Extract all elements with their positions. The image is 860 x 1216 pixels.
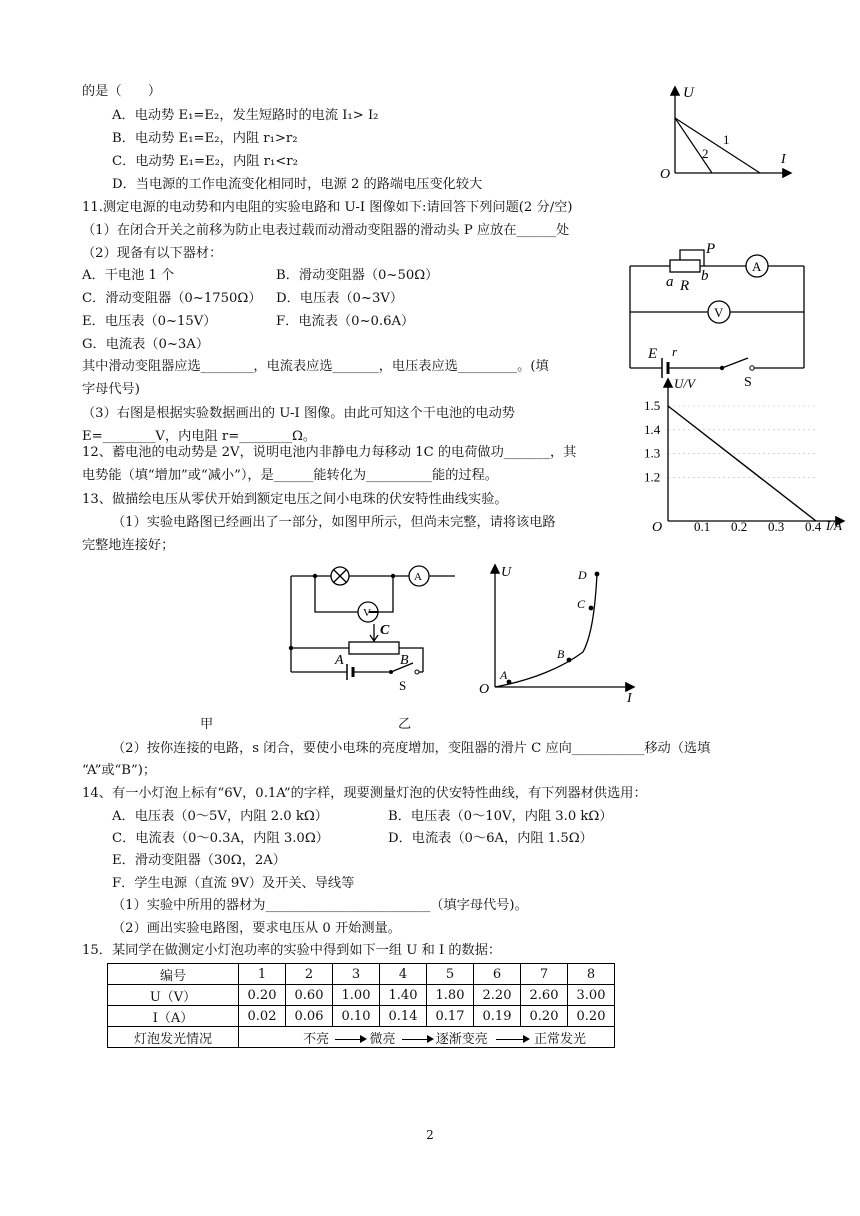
origin-label: O xyxy=(652,520,663,535)
origin-label: O xyxy=(479,682,490,697)
q11-ui-graph xyxy=(636,378,848,534)
u-axis-label: U xyxy=(683,85,694,101)
point-b xyxy=(567,658,572,663)
table-cell: 3.00 xyxy=(568,985,615,1006)
glow-state-cell xyxy=(239,1027,615,1048)
rheostat xyxy=(349,642,399,654)
label-a: A xyxy=(500,668,508,682)
table-cell: 1.80 xyxy=(427,985,474,1006)
x-tick-label: 0.3 xyxy=(768,519,785,534)
y-tick-label: 1.2 xyxy=(644,469,661,485)
state-off: 不亮 xyxy=(303,1031,330,1047)
label-a: a xyxy=(666,274,674,290)
table-cell: 0.20 xyxy=(239,985,286,1006)
q13-part1: （1）实验电路图已经画出了一部分，如图甲所示，但尚未完整，请将该电路 xyxy=(112,515,556,530)
page-number: 2 xyxy=(426,1128,434,1142)
voltmeter-label: V xyxy=(363,607,371,619)
q11-part1: （1）在闭合开关之前移为防止电表过载而动滑动变阻器的滑动头 P 应放在______处 xyxy=(82,223,570,238)
table-row-i xyxy=(108,1006,615,1027)
end-a-label: A xyxy=(335,653,344,668)
table-cell: 1 xyxy=(239,964,286,985)
table-cell: 0.14 xyxy=(380,1006,427,1027)
q11-part3-blanks: E=________V，内电阻 r=________Ω。 xyxy=(82,429,317,444)
q10-option-d: D．当电源的工作电流变化相同时，电源 2 的路端电压变化较大 xyxy=(112,177,483,192)
i-axis-label: I xyxy=(781,152,786,167)
label-e: E xyxy=(648,346,658,362)
row-header: 灯泡发光情况 xyxy=(108,1027,239,1048)
table-cell: 1.40 xyxy=(380,985,427,1006)
origin-label: O xyxy=(660,167,671,182)
state-normal: 正常发光 xyxy=(534,1031,587,1047)
u-axis-label: U xyxy=(501,565,512,580)
q14-opt-f: F．学生电源（直流 9V）及开关、导线等 xyxy=(112,876,355,891)
table-cell: 2.60 xyxy=(521,985,568,1006)
q10-stem-tail: 的是（ ） xyxy=(82,84,162,99)
q14-line1: 14、有一小灯泡上标有“6V，0.1A”的字样，现要测量灯泡的伏安特性曲线，有下列器材供选用： xyxy=(82,786,647,801)
q11-select-line: 其中滑动变阻器应选________，电流表应选_______，电压表应选_________。(填 xyxy=(82,359,549,374)
table-row-number xyxy=(108,964,615,985)
characteristic-curve xyxy=(495,574,597,687)
q15-line1: 15．某同学在做测定小灯泡功率的实验中得到如下一组 U 和 I 的数据： xyxy=(82,943,502,958)
arrow-1 xyxy=(335,1039,363,1040)
equip-d: D．电压表（0~3V） xyxy=(276,291,404,306)
equip-a: A．干电池 1 个 xyxy=(82,268,175,283)
fig-b-caption: 乙 xyxy=(398,717,412,732)
table-cell: 2 xyxy=(286,964,333,985)
voltmeter-label: V xyxy=(714,305,724,320)
equip-e: E．电压表（0~15V） xyxy=(82,314,217,329)
line-2-label: 2 xyxy=(702,146,709,161)
label-c: C xyxy=(577,597,586,611)
arrow-2 xyxy=(402,1039,430,1040)
y-tick-label: 1.4 xyxy=(644,421,661,437)
slider-c-label: C xyxy=(380,623,390,638)
q11-part3: （3）右图是根据实验数据画出的 U-I 图像。由此可知这个干电池的电动势 xyxy=(82,406,515,421)
q12-line2: 电势能（填“增加”或“减小”），是______能转化为__________能的过程。 xyxy=(82,468,498,483)
equip-g: G．电流表（0~3A） xyxy=(82,337,210,352)
x-axis-label: I/A xyxy=(826,518,842,533)
x-tick-label: 0.2 xyxy=(731,519,748,534)
q14-opt-e: E．滑动变阻器（30Ω，2A） xyxy=(112,853,286,868)
table-cell: 7 xyxy=(521,964,568,985)
line-1 xyxy=(675,118,760,173)
row-header: U（V） xyxy=(108,985,239,1006)
table-row-u xyxy=(108,985,615,1006)
point-c xyxy=(589,606,594,611)
table-cell: 0.10 xyxy=(333,1006,380,1027)
label-d: D xyxy=(578,568,587,582)
table-row-glow xyxy=(108,1027,615,1048)
q10-option-a: A．电动势 E₁=E₂，发生短路时的电流 I₁> I₂ xyxy=(112,108,379,123)
q13-part2: （2）按你连接的电路，s 闭合，要使小电珠的亮度增加，变阻器的滑片 C 应向___________移动（选填 xyxy=(112,741,711,756)
table-cell: 6 xyxy=(474,964,521,985)
q11-circuit-diagram xyxy=(622,240,812,390)
table-cell: 3 xyxy=(333,964,380,985)
table-cell: 0.17 xyxy=(427,1006,474,1027)
q13-line1: 13、做描绘电压从零伏开始到额定电压之间小电珠的伏安特性曲线实验。 xyxy=(82,492,508,507)
q13-part2b: “A”或“B”)； xyxy=(82,763,157,778)
label-s: S xyxy=(744,375,752,390)
q14-opt-a: A．电压表（0～5V，内阻 2.0 kΩ） xyxy=(112,809,328,824)
q13-circuit-fig-a-main xyxy=(283,560,463,692)
q14-opt-b: B．电压表（0～10V，内阻 3.0 kΩ） xyxy=(388,809,613,824)
equip-c: C．滑动变阻器（0~1750Ω） xyxy=(82,291,262,306)
label-r-rheostat: R xyxy=(680,278,690,294)
row-header: 编号 xyxy=(108,964,239,985)
q11-select-line2: 字母代号) xyxy=(82,382,140,397)
state-brightening: 逐渐变亮 xyxy=(435,1031,488,1047)
q13-iu-graph-fig-b xyxy=(473,562,643,706)
ammeter-label: A xyxy=(752,259,762,274)
y-tick-label: 1.5 xyxy=(644,398,661,413)
fig-a-caption: 甲 xyxy=(200,717,214,732)
table-cell: 0.20 xyxy=(521,1006,568,1027)
y-axis-label: U/V xyxy=(674,376,695,391)
q11-part2: （2）现备有以下器材： xyxy=(82,246,223,261)
q13-part1b: 完整地连接好； xyxy=(82,538,175,553)
q14-opt-d: D．电流表（0～6A，内阻 1.5Ω） xyxy=(388,831,593,846)
row-header: I（A） xyxy=(108,1006,239,1027)
end-b-label: B xyxy=(400,653,409,668)
table-cell: 8 xyxy=(568,964,615,985)
label-r-internal: r xyxy=(672,344,678,359)
q12-line1: 12、蓄电池的电动势是 2V，说明电池内非静电力每移动 1C 的电荷做功_______，其 xyxy=(82,445,577,460)
table-cell: 0.02 xyxy=(239,1006,286,1027)
label-b: B xyxy=(557,647,565,661)
label-p: P xyxy=(706,241,716,257)
q10-ui-graph xyxy=(655,78,800,188)
label-b: b xyxy=(701,268,709,284)
x-tick-label: 0.1 xyxy=(694,519,711,534)
ammeter-label: A xyxy=(414,571,422,583)
q10-option-c: C．电动势 E₁=E₂，内阻 r₁<r₂ xyxy=(112,154,298,169)
arrow-3 xyxy=(496,1039,526,1040)
point-d xyxy=(595,572,600,577)
q14-opt-c: C．电流表（0～0.3A，内阻 3.0Ω） xyxy=(112,831,329,846)
q15-data-table xyxy=(107,963,615,1048)
table-cell: 0.06 xyxy=(286,1006,333,1027)
equip-b: B．滑动变阻器（0~50Ω） xyxy=(276,268,439,283)
line-1-label: 1 xyxy=(723,132,730,147)
x-tick-label: 0.4 xyxy=(805,519,822,534)
table-cell: 0.20 xyxy=(568,1006,615,1027)
table-cell: 4 xyxy=(380,964,427,985)
q11-title: 11.测定电源的电动势和内电阻的实验电路和 U-I 图像如下:请回答下列问题(2 分/空) xyxy=(82,200,573,215)
table-cell: 5 xyxy=(427,964,474,985)
q14-q1: （1）实验中所用的器材为_________________________（填字母代号)。 xyxy=(112,898,528,913)
table-cell: 1.00 xyxy=(333,985,380,1006)
q14-q2: （2）画出实验电路图，要求电压从 0 开始测量。 xyxy=(112,921,401,936)
equip-f: F．电流表（0~0.6A） xyxy=(276,314,415,329)
state-dim: 微亮 xyxy=(369,1031,396,1047)
table-cell: 0.60 xyxy=(286,985,333,1006)
table-cell: 0.19 xyxy=(474,1006,521,1027)
y-tick-label: 1.3 xyxy=(644,445,661,461)
switch-label: S xyxy=(399,678,407,693)
switch-s xyxy=(722,358,748,368)
i-axis-label: I xyxy=(627,691,632,706)
q10-option-b: B．电动势 E₁=E₂，内阻 r₁>r₂ xyxy=(112,131,298,146)
ui-data-line xyxy=(668,406,816,521)
table-cell: 2.20 xyxy=(474,985,521,1006)
rheostat-r xyxy=(670,260,700,272)
